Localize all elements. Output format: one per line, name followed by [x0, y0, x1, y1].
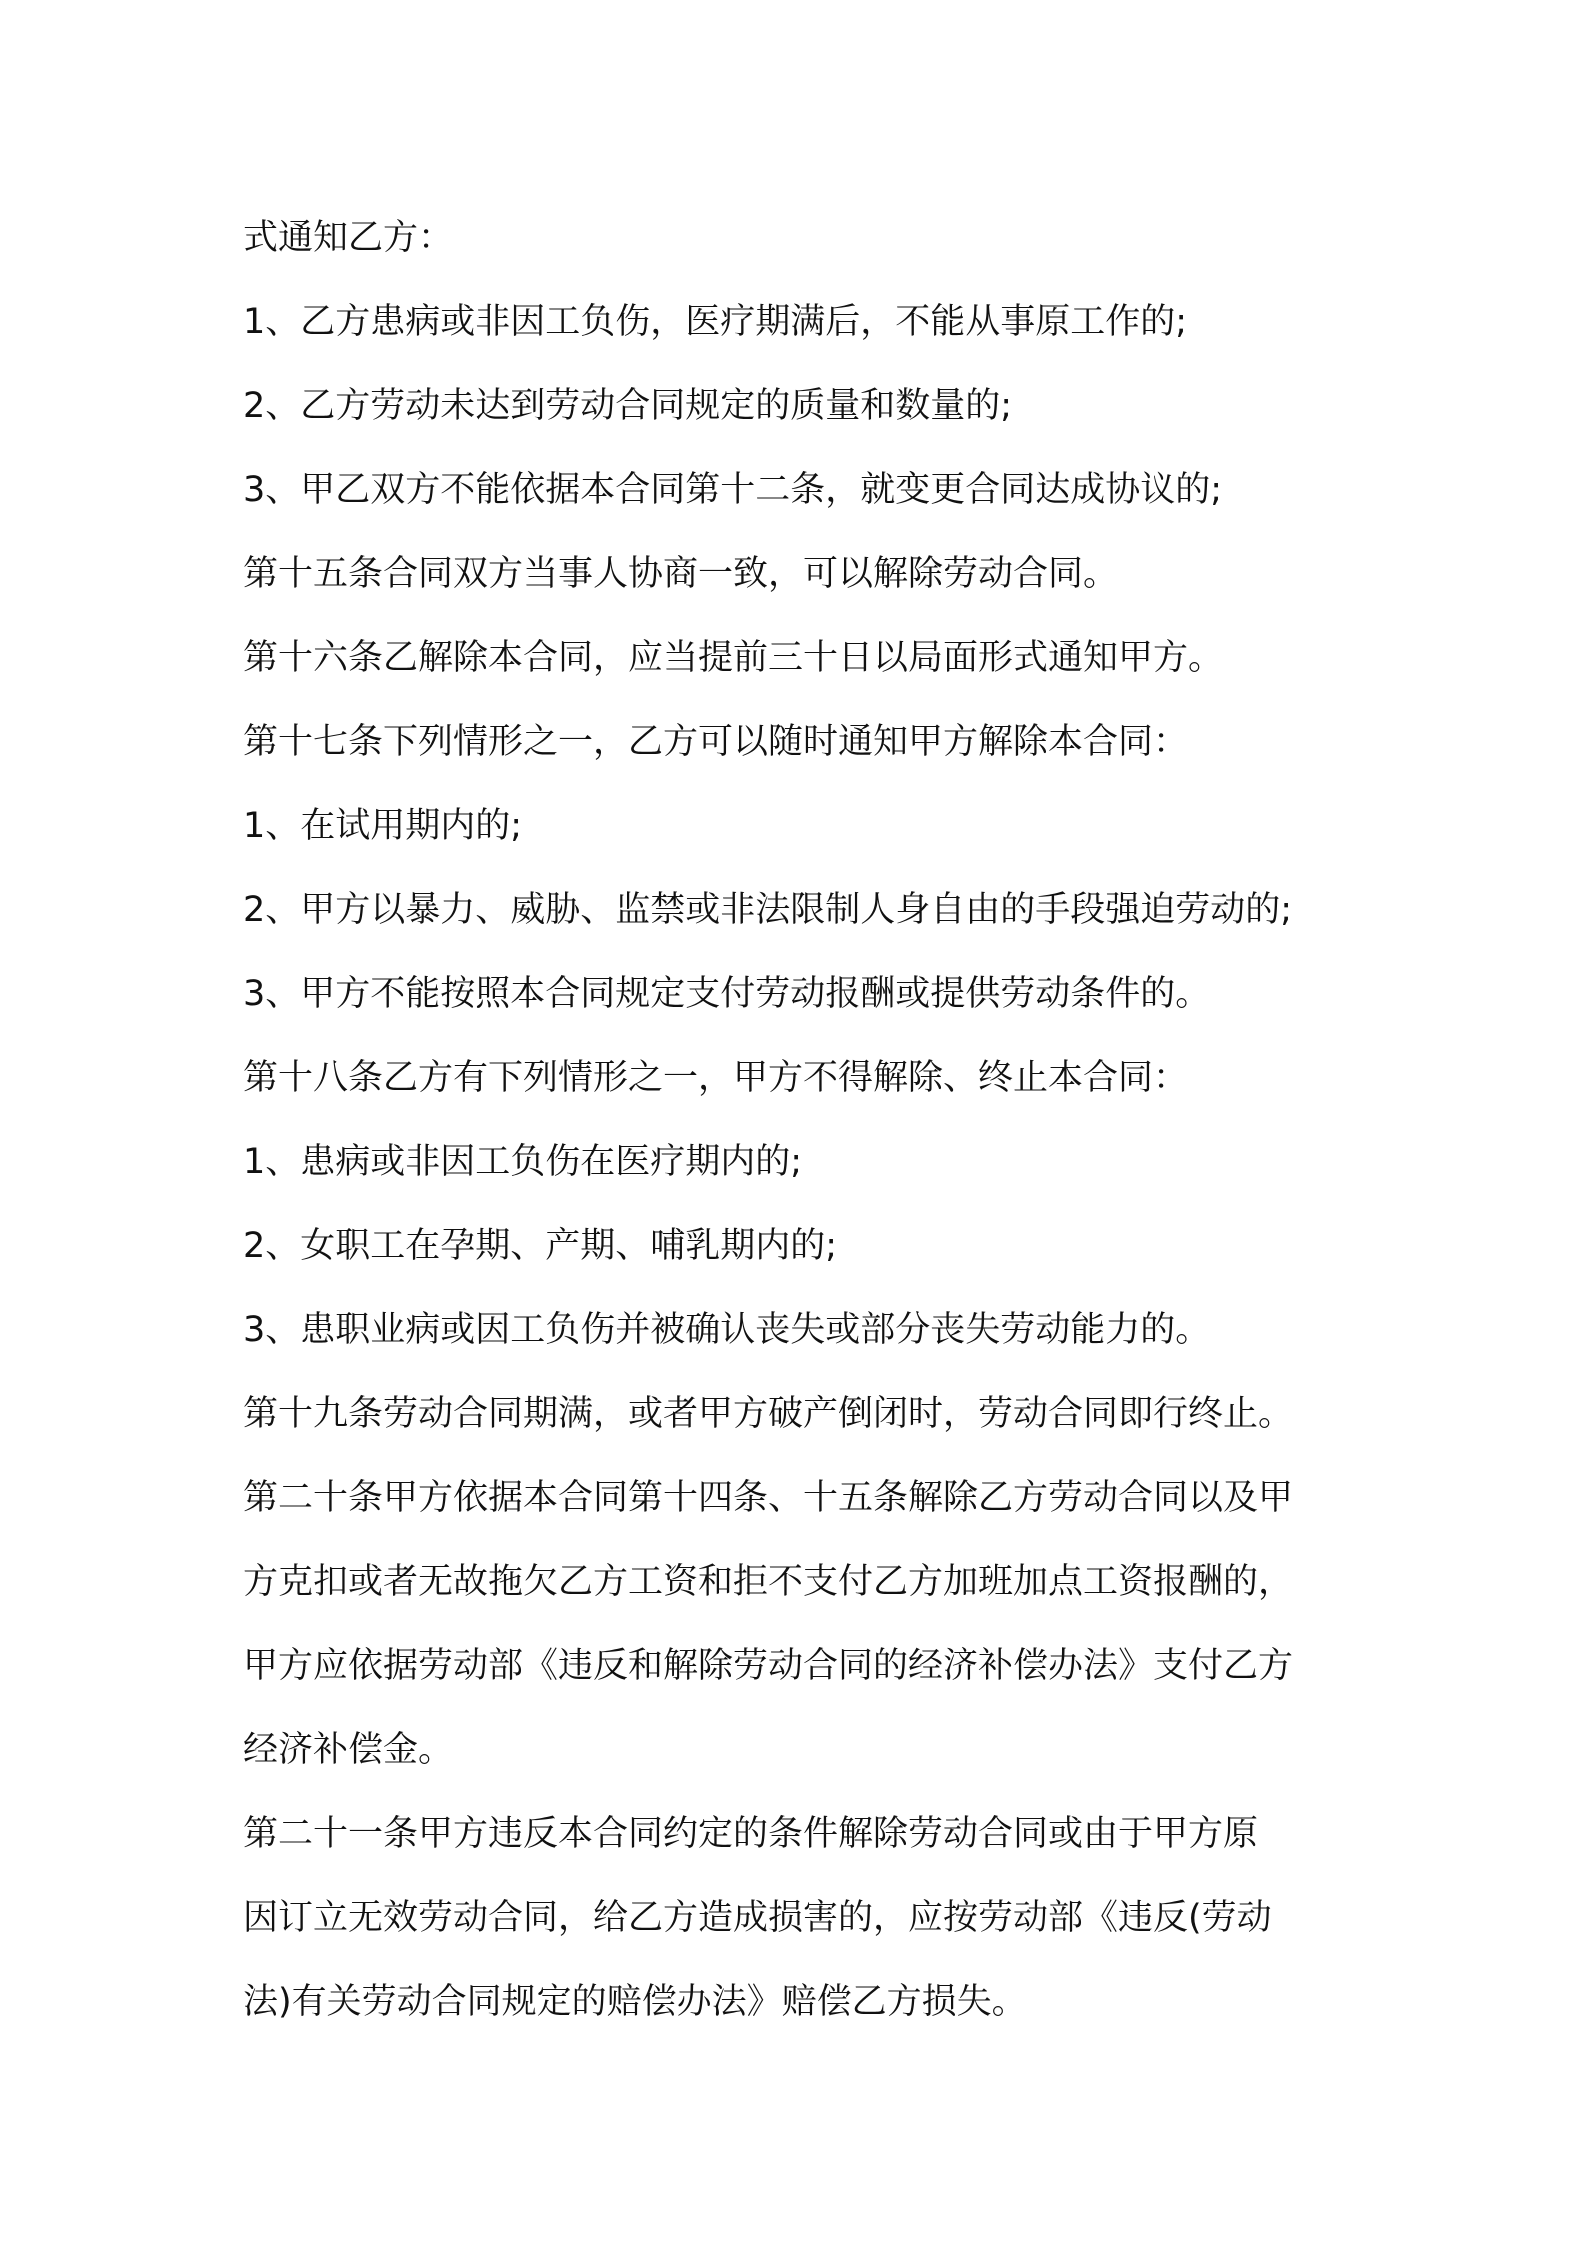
text-line: 第十八条乙方有下列情形之一，甲方不得解除、终止本合同：	[243, 1058, 1189, 1098]
text-line: 因订立无效劳动合同，给乙方造成损害的，应按劳动部《违反(劳动	[243, 1898, 1272, 1938]
text-line: 第二十一条甲方违反本合同约定的条件解除劳动合同或由于甲方原	[243, 1814, 1259, 1854]
text-line: 第十七条下列情形之一，乙方可以随时通知甲方解除本合同：	[243, 722, 1189, 762]
text-line: 1、在试用期内的;	[243, 806, 523, 846]
text-line: 方克扣或者无故拖欠乙方工资和拒不支付乙方加班加点工资报酬的，	[243, 1562, 1294, 1602]
text-line: 1、患病或非因工负伤在医疗期内的;	[243, 1142, 803, 1182]
text-line: 式通知乙方：	[243, 218, 454, 258]
text-line: 2、甲方以暴力、威胁、监禁或非法限制人身自由的手段强迫劳动的;	[243, 890, 1293, 930]
text-line: 3、甲方不能按照本合同规定支付劳动报酬或提供劳动条件的。	[243, 974, 1211, 1014]
text-line: 经济补偿金。	[243, 1730, 454, 1770]
text-line: 3、患职业病或因工负伤并被确认丧失或部分丧失劳动能力的。	[243, 1310, 1211, 1350]
text-line: 第二十条甲方依据本合同第十四条、十五条解除乙方劳动合同以及甲	[243, 1478, 1294, 1518]
text-line: 甲方应依据劳动部《违反和解除劳动合同的经济补偿办法》支付乙方	[243, 1646, 1294, 1686]
text-line: 法)有关劳动合同规定的赔偿办法》赔偿乙方损失。	[243, 1982, 1027, 2022]
text-line: 第十六条乙解除本合同，应当提前三十日以局面形式通知甲方。	[243, 638, 1224, 678]
text-line: 1、乙方患病或非因工负伤，医疗期满后，不能从事原工作的;	[243, 302, 1188, 342]
text-line: 2、女职工在孕期、产期、哺乳期内的;	[243, 1226, 838, 1266]
text-line: 第十九条劳动合同期满，或者甲方破产倒闭时，劳动合同即行终止。	[243, 1394, 1294, 1434]
text-line: 第十五条合同双方当事人协商一致，可以解除劳动合同。	[243, 554, 1119, 594]
text-line: 3、甲乙双方不能依据本合同第十二条，就变更合同达成协议的;	[243, 470, 1223, 510]
text-line: 2、乙方劳动未达到劳动合同规定的质量和数量的;	[243, 386, 1013, 426]
document-body	[243, 196, 1363, 2044]
